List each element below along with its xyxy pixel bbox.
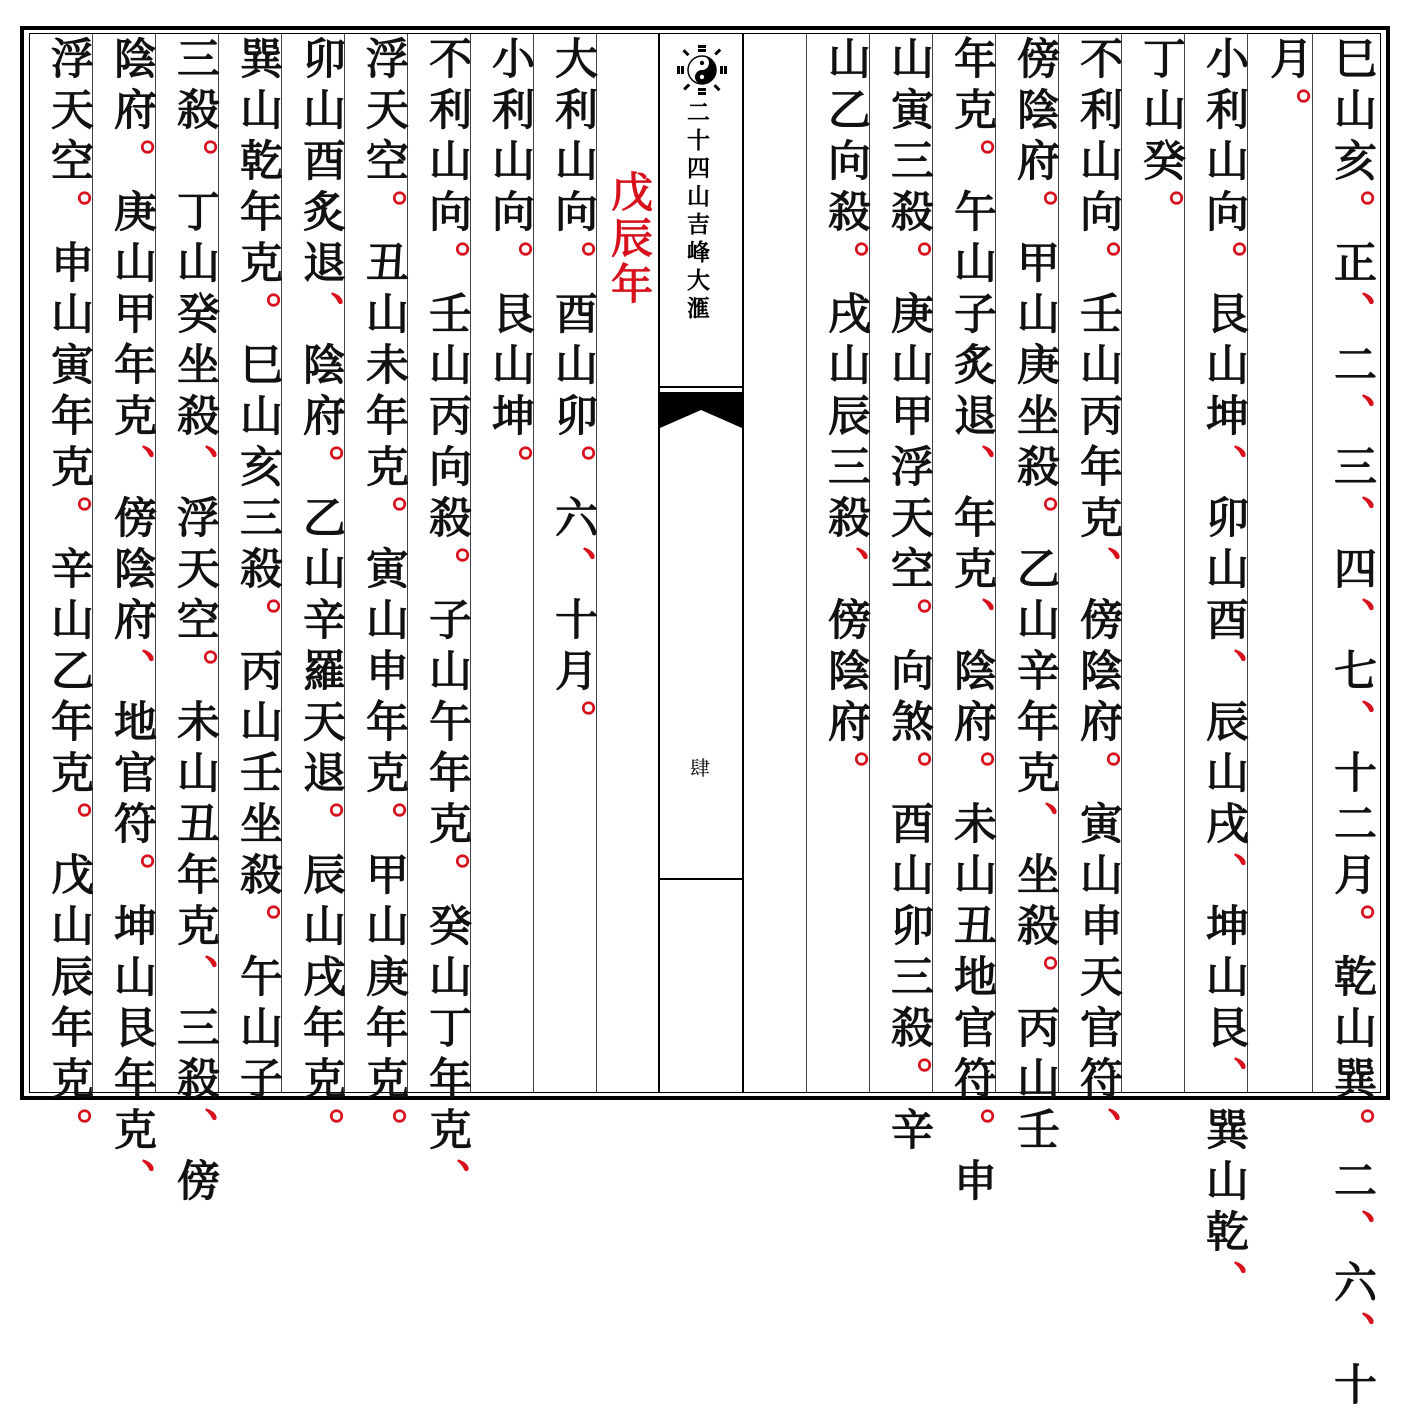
column-text: 大利山向。酉山卯。六、十月。 (548, 36, 598, 750)
column-text: 三殺。丁山癸坐殺、浮天空。未山丑年克、三殺、傍 (170, 36, 220, 1209)
column-text: 卯山酉炙退、陰府。乙山辛羅天退。辰山戌年克。 (296, 36, 346, 1158)
page-number: 肆 (690, 756, 710, 780)
column-text: 陰府。庚山甲年克、傍陰府、地官符。坤山艮年克、 (107, 36, 157, 1209)
column-text: 丁山癸。 (1136, 36, 1186, 240)
text-column (163, 36, 227, 1209)
column-text: 不利山向。壬山丙向殺。子山午年克。癸山丁年克、 (422, 36, 472, 1209)
column-text: 小利山向。艮山坤。 (485, 36, 535, 495)
column-text: 傍陰府。甲山庚坐殺。乙山辛年克、坐殺。丙山壬 (1010, 36, 1060, 1158)
text-column (100, 36, 164, 1209)
text-column (352, 36, 416, 1158)
column-text: 巳山亥。正、二、三、四、七、十二月。乾山巽。二、六、十 (1327, 36, 1377, 1413)
text-column (289, 36, 353, 1158)
text-column (415, 36, 479, 1209)
column-text: 山寅三殺。庚山甲浮天空。向煞。酉山卯三殺。辛 (884, 36, 934, 1158)
column-divider (806, 34, 807, 1092)
text-column (814, 36, 878, 1126)
fish-tail-ornament (660, 392, 742, 432)
column-text: 年克。午山子炙退、年克、陰府。未山丑地官符。申 (947, 36, 997, 1209)
text-column (877, 36, 941, 1158)
column-text: 浮天空。丑山未年克。寅山申年克。甲山庚年克。 (359, 36, 409, 1158)
column-text: 小利山向。艮山坤、卯山酉、辰山戌、坤山艮、巽山乾、 (1199, 36, 1249, 1311)
spine-divider (660, 878, 742, 880)
spine-divider (660, 386, 742, 388)
text-column (37, 36, 101, 1158)
text-column (226, 36, 290, 1126)
text-column (1256, 36, 1320, 1126)
text-column (541, 36, 605, 1126)
text-column (940, 36, 1004, 1209)
text-column (1320, 36, 1384, 1413)
column-text: 月。 (1263, 36, 1313, 138)
year-heading: 戊辰年 (605, 170, 654, 308)
text-column (1003, 36, 1067, 1158)
book-title: 二十四山吉峰大滙 (683, 100, 710, 324)
column-text: 浮天空。申山寅年克。辛山乙年克。戊山辰年克。 (44, 36, 94, 1158)
column-text: 山乙向殺。戌山辰三殺、傍陰府。 (821, 36, 871, 801)
column-text: 巽山乾年克。巳山亥三殺。丙山壬坐殺。午山子 (233, 36, 283, 1107)
text-column (1066, 36, 1130, 1158)
text-column (1192, 36, 1256, 1311)
text-column (1129, 36, 1193, 1126)
bagua-taiji-icon (676, 44, 728, 96)
text-column (478, 36, 542, 1126)
column-text: 不利山向。壬山丙年克、傍陰府。寅山申天官符、 (1073, 36, 1123, 1158)
